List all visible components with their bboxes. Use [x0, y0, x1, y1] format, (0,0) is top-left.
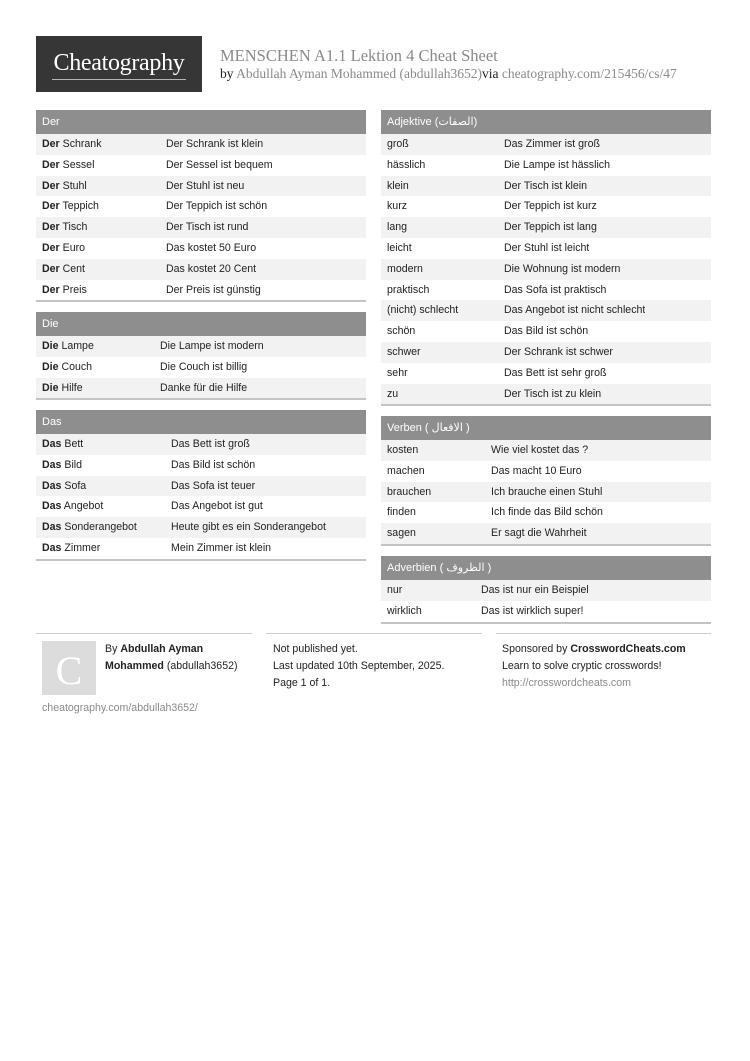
table-row: [381, 176, 711, 197]
table-row: [381, 134, 711, 155]
page-number: Page 1 of 1.: [273, 677, 331, 689]
noun-label: Cent: [62, 262, 86, 275]
table-row: [381, 259, 711, 280]
section-header-adverbien: Adverbien ( الظروف ): [381, 556, 711, 580]
noun-cell: [36, 217, 166, 238]
word-cell: groß: [387, 138, 409, 150]
word-cell: brauchen: [387, 485, 432, 498]
table-row: [381, 300, 711, 321]
footer-author-name-2[interactable]: Mohammed: [105, 660, 164, 672]
author-link[interactable]: Abdullah Ayman Mohammed (abdullah3652): [236, 66, 482, 81]
example-cell: Der Tisch ist klein: [504, 179, 588, 192]
sheet-url-link[interactable]: cheatography.com/215456/cs/47: [501, 66, 677, 81]
section-rows: [381, 440, 711, 544]
noun-label: Bild: [64, 458, 83, 471]
section-das: [36, 410, 366, 561]
example-cell: Ich finde das Bild schön: [491, 506, 603, 519]
byline-via: via: [481, 66, 499, 81]
noun-cell: [36, 455, 171, 476]
table-row: [36, 176, 366, 197]
byline-by: by: [220, 66, 234, 81]
last-updated: Last updated 10th September, 2025.: [273, 660, 445, 672]
article-label: Das: [42, 521, 62, 534]
example-cell: Der Teppich ist kurz: [504, 200, 597, 213]
table-row: [36, 357, 366, 378]
table-row: [36, 496, 366, 517]
noun-cell: [36, 196, 166, 217]
sponsor-link[interactable]: CrosswordCheats.com: [570, 643, 686, 655]
sponsor-url[interactable]: http://crosswordcheats.com: [502, 677, 631, 689]
example-cell: Der Schrank ist schwer: [504, 345, 613, 358]
table-row: [381, 440, 711, 461]
article-label: Der: [42, 200, 60, 213]
noun-label: Sessel: [62, 158, 95, 171]
noun-cell: [36, 155, 166, 176]
table-row: [381, 482, 711, 503]
noun-cell: [36, 357, 160, 378]
section-divider: [381, 544, 711, 546]
table-row: [381, 342, 711, 363]
article-label: Das: [42, 458, 62, 471]
noun-label: Sofa: [64, 479, 87, 492]
footer-site-url[interactable]: cheatography.com/abdullah3652/: [42, 702, 198, 714]
published-status: Not published yet.: [273, 643, 358, 655]
section-header-adjektive: Adjektive (الصفات): [381, 110, 711, 134]
example-cell: Die Lampe ist modern: [160, 340, 264, 352]
noun-cell: [36, 378, 160, 399]
word-cell: kurz: [387, 200, 408, 213]
footer-author-handle[interactable]: (abdullah3652): [166, 660, 238, 672]
noun-label: Couch: [61, 360, 93, 373]
noun-label: Schrank: [62, 138, 102, 150]
cheatography-logo[interactable]: [36, 36, 202, 92]
section-verben: [381, 416, 711, 546]
article-label: Die: [42, 381, 59, 394]
word-cell: modern: [387, 262, 423, 275]
table-row: [36, 476, 366, 497]
section-header-das: Das: [36, 410, 366, 434]
example-cell: Der Preis ist günstig: [166, 283, 261, 296]
noun-cell: [36, 176, 166, 197]
word-cell: finden: [387, 506, 416, 519]
example-cell: Das Angebot ist gut: [171, 500, 263, 513]
section-header-die: Die: [36, 312, 366, 336]
noun-cell: [36, 496, 171, 517]
section-rows: [381, 134, 711, 404]
noun-label: Bett: [64, 438, 84, 450]
noun-cell: [36, 434, 171, 455]
example-cell: Der Schrank ist klein: [166, 138, 264, 150]
word-cell: praktisch: [387, 283, 430, 296]
noun-cell: [36, 259, 166, 280]
footer-publish-info: [273, 641, 444, 692]
example-cell: Das ist wirklich super!: [481, 604, 584, 617]
noun-label: Sonderangebot: [64, 521, 137, 534]
table-row: [36, 538, 366, 559]
example-cell: Das Bett ist sehr groß: [504, 366, 607, 379]
noun-cell: [36, 476, 171, 497]
article-label: Die: [42, 360, 59, 373]
table-row: [36, 134, 366, 155]
table-row: [36, 517, 366, 538]
footer-author-name-1[interactable]: Abdullah Ayman: [120, 643, 204, 655]
example-cell: Das kostet 50 Euro: [166, 241, 257, 254]
example-cell: Das Sofa ist teuer: [171, 479, 256, 492]
example-cell: Das Bild ist schön: [171, 458, 256, 471]
logo-text: Cheatography: [53, 50, 185, 76]
example-cell: Der Stuhl ist leicht: [504, 241, 590, 254]
noun-label: Zimmer: [64, 541, 101, 554]
avatar-letter: C: [55, 648, 83, 693]
section-die: [36, 312, 366, 400]
section-divider: [36, 559, 366, 561]
article-label: Der: [42, 179, 60, 192]
table-row: [36, 238, 366, 259]
table-row: [36, 196, 366, 217]
noun-label: Angebot: [63, 500, 104, 513]
table-row: [381, 217, 711, 238]
word-cell: wirklich: [387, 604, 422, 617]
section-divider: [381, 622, 711, 624]
section-adjektive: [381, 110, 711, 406]
table-row: [36, 336, 366, 357]
table-row: [36, 280, 366, 301]
section-der: [36, 110, 366, 302]
footer-author: [105, 641, 238, 675]
page-title: MENSCHEN A1.1 Lektion 4 Cheat Sheet: [220, 46, 498, 65]
table-row: [381, 321, 711, 342]
table-row: [36, 455, 366, 476]
footer-divider: [496, 633, 711, 634]
example-cell: Das Bild ist schön: [504, 325, 589, 338]
noun-label: Tisch: [62, 221, 88, 234]
table-row: [381, 155, 711, 176]
example-cell: Heute gibt es ein Sonderangebot: [171, 521, 326, 534]
table-row: [381, 384, 711, 405]
example-cell: Mein Zimmer ist klein: [171, 541, 272, 554]
noun-label: Teppich: [62, 200, 99, 213]
footer-by: By: [105, 643, 118, 655]
article-label: Der: [42, 262, 60, 275]
table-row: [381, 238, 711, 259]
noun-cell: [36, 280, 166, 301]
word-cell: lang: [387, 221, 408, 234]
example-cell: Der Teppich ist lang: [504, 221, 597, 234]
table-row: [381, 523, 711, 544]
section-rows: [36, 336, 366, 398]
example-cell: Danke für die Hilfe: [160, 381, 248, 394]
example-cell: Die Lampe ist hässlich: [504, 158, 610, 171]
noun-label: Stuhl: [62, 179, 87, 192]
article-label: Das: [42, 479, 62, 492]
article-label: Der: [42, 241, 60, 254]
example-cell: Der Tisch ist zu klein: [504, 387, 602, 400]
article-label: Die: [42, 340, 59, 352]
section-header-der: Der: [36, 110, 366, 134]
table-row: [381, 580, 711, 601]
word-cell: (nicht) schlecht: [387, 304, 459, 317]
example-cell: Das ist nur ein Beispiel: [481, 584, 589, 596]
table-row: [36, 378, 366, 399]
article-label: Der: [42, 158, 60, 171]
example-cell: Das kostet 20 Cent: [166, 262, 257, 275]
example-cell: Das Bett ist groß: [171, 438, 250, 450]
example-cell: Wie viel kostet das ?: [491, 444, 589, 456]
section-header-verben: Verben ( الافعال ): [381, 416, 711, 440]
noun-cell: [36, 238, 166, 259]
word-cell: sehr: [387, 366, 408, 379]
table-row: [381, 196, 711, 217]
section-divider: [36, 300, 366, 302]
example-cell: Das macht 10 Euro: [491, 464, 582, 477]
table-row: [36, 259, 366, 280]
table-row: [36, 217, 366, 238]
word-cell: schwer: [387, 345, 421, 358]
noun-label: Lampe: [61, 340, 94, 352]
word-cell: kosten: [387, 444, 419, 456]
word-cell: machen: [387, 464, 425, 477]
sponsor-tagline: Learn to solve cryptic crosswords!: [502, 660, 662, 672]
section-divider: [36, 398, 366, 400]
noun-label: Hilfe: [61, 381, 83, 394]
example-cell: Ich brauche einen Stuhl: [491, 485, 603, 498]
example-cell: Das Sofa ist praktisch: [504, 283, 607, 296]
byline: [220, 66, 714, 82]
word-cell: zu: [387, 387, 399, 400]
example-cell: Der Teppich ist schön: [166, 200, 268, 213]
noun-cell: [36, 336, 160, 357]
noun-cell: [36, 517, 171, 538]
noun-cell: [36, 134, 166, 155]
noun-label: Euro: [62, 241, 86, 254]
word-cell: leicht: [387, 241, 412, 254]
section-rows: [36, 134, 366, 300]
article-label: Der: [42, 283, 60, 296]
article-label: Der: [42, 221, 60, 234]
table-row: [381, 363, 711, 384]
example-cell: Der Stuhl ist neu: [166, 179, 245, 192]
example-cell: Die Couch ist billig: [160, 360, 248, 373]
table-row: [381, 280, 711, 301]
table-row: [381, 502, 711, 523]
footer-divider: [266, 633, 482, 634]
word-cell: klein: [387, 179, 409, 192]
footer-sponsor: [502, 641, 686, 692]
section-adverbien: [381, 556, 711, 624]
noun-label: Preis: [62, 283, 87, 296]
example-cell: Das Angebot ist nicht schlecht: [504, 304, 646, 317]
table-row: [36, 155, 366, 176]
section-divider: [381, 404, 711, 406]
table-row: [381, 461, 711, 482]
section-rows: [381, 580, 711, 622]
noun-cell: [36, 538, 171, 559]
logo-underline: [52, 79, 186, 80]
example-cell: Das Zimmer ist groß: [504, 138, 600, 150]
article-label: Der: [42, 138, 60, 150]
example-cell: Der Sessel ist bequem: [166, 158, 273, 171]
example-cell: Die Wohnung ist modern: [504, 262, 621, 275]
word-cell: hässlich: [387, 158, 426, 171]
table-row: [36, 434, 366, 455]
article-label: Das: [42, 541, 62, 554]
example-cell: Er sagt die Wahrheit: [491, 527, 587, 540]
example-cell: Der Tisch ist rund: [166, 221, 249, 234]
footer-divider: [36, 633, 252, 634]
section-rows: [36, 434, 366, 559]
table-row: [381, 601, 711, 622]
article-label: Das: [42, 500, 62, 513]
avatar[interactable]: [42, 641, 96, 695]
sponsored-by: Sponsored by: [502, 643, 568, 655]
word-cell: sagen: [387, 527, 416, 540]
word-cell: nur: [387, 584, 403, 596]
article-label: Das: [42, 438, 62, 450]
word-cell: schön: [387, 325, 416, 338]
